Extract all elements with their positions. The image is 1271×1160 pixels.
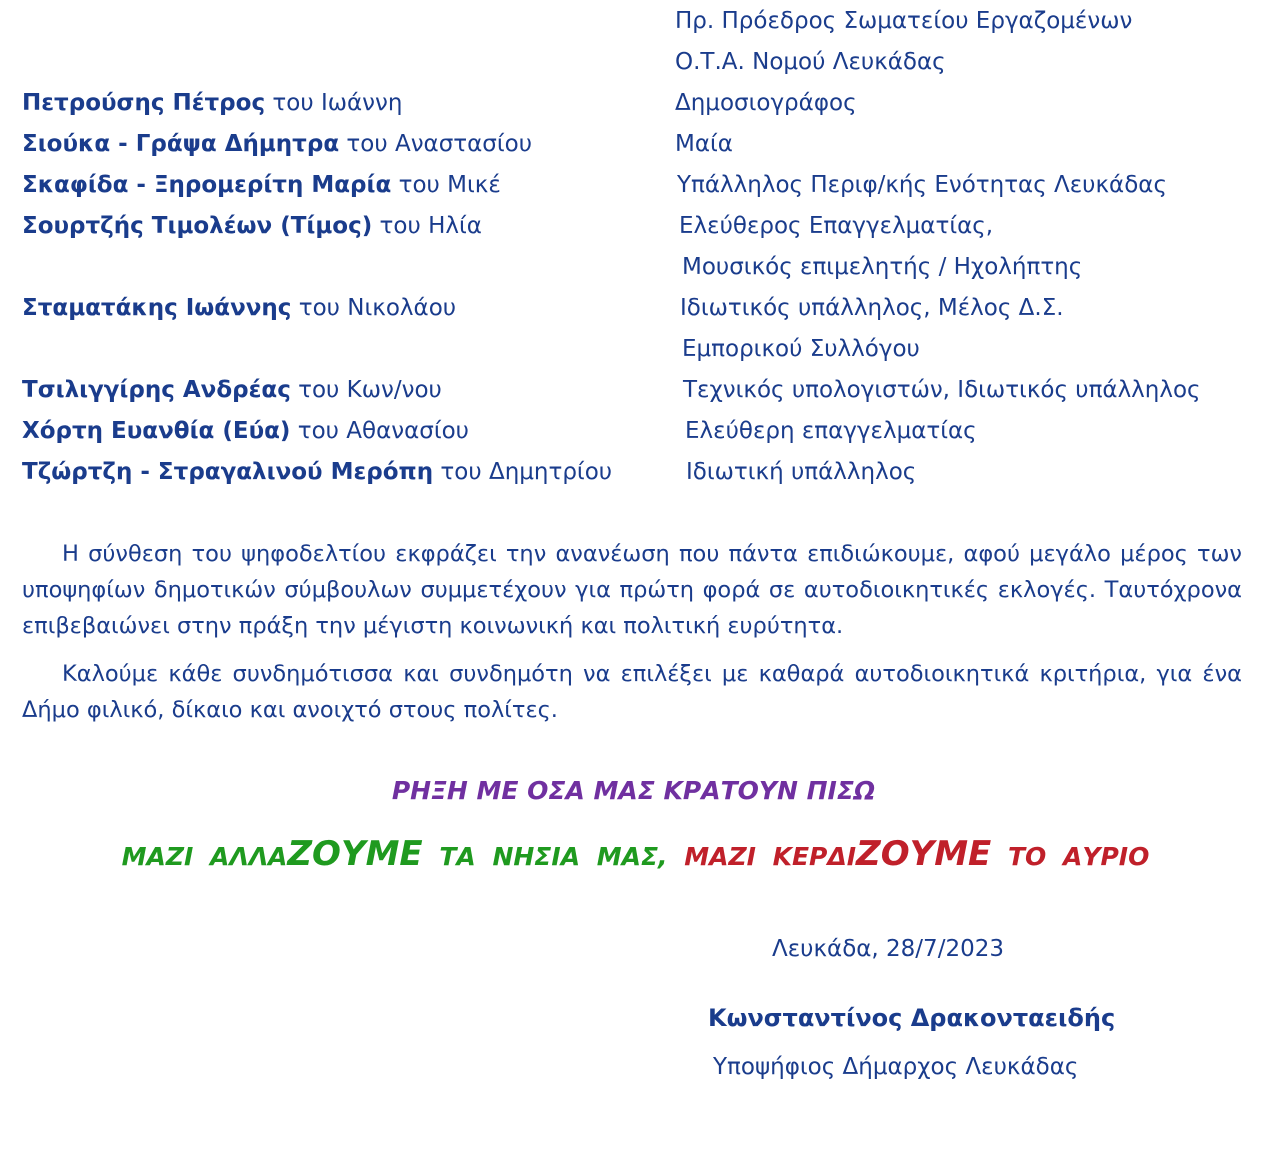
candidate-row: [22, 375, 442, 405]
candidate-father: του Δημητρίου: [433, 459, 613, 485]
slogan-emphasis: ΖΟΥΜΕ: [287, 834, 423, 874]
occupation-line: Δημοσιογράφος: [675, 90, 857, 116]
candidate-name: Τζώρτζη - Στραγαλινού Μερόπη: [22, 459, 434, 485]
candidate-name: Τσιλιγγίρης Ανδρέας: [22, 377, 291, 403]
body-paragraph: [22, 656, 1242, 728]
candidate-father: του Αναστασίου: [339, 131, 533, 157]
candidate-father: του Νικολάου: [291, 295, 457, 321]
slogan-emphasis: ΖΟΥΜΕ: [856, 834, 992, 874]
signatory-name: Κωνσταντίνος Δρακονταειδής: [708, 1004, 1116, 1032]
slogan-part: ΜΑΖΙ ΚΕΡΔΙ: [667, 842, 857, 871]
occupation-line: Εμπορικού Συλλόγου: [682, 336, 920, 362]
candidate-name: Πετρούσης Πέτρος: [22, 90, 266, 116]
paragraph-text: Η σύνθεση του ψηφοδελτίου εκφράζει την ανανέωση που πάντα επιδιώκουμε, αφού μεγάλο μέρος των υποψηφίων δημοτικών σύμβουλων συμμετέχουν για πρώτη φορά σε αυτοδιοικητικές εκλογές. Ταυτόχρονα επιβεβαιώνει στην πράξη την μέγιστη κοινωνική και πολιτική ευρύτητα.: [22, 541, 1242, 639]
slogan-secondary: [0, 834, 1271, 874]
document-date: Λευκάδα, 28/7/2023: [772, 936, 1004, 962]
occupation-line: Μουσικός επιμελητής / Ηχολήπτης: [682, 254, 1083, 280]
slogan-primary: ΡΗΞΗ ΜΕ ΟΣΑ ΜΑΣ ΚΡΑΤΟΥΝ ΠΙΣΩ: [391, 776, 876, 805]
occupation-line: Πρ. Πρόεδρος Σωματείου Εργαζομένων: [675, 8, 1133, 34]
occupation-line: Τεχνικός υπολογιστών, Ιδιωτικός υπάλληλος: [683, 377, 1201, 403]
candidate-name: Χόρτη Ευανθία (Εύα): [22, 418, 291, 444]
paragraph-text: Καλούμε κάθε συνδημότισσα και συνδημότη να επιλέξει με καθαρά αυτοδιοικητικά κριτήρια, για ένα Δήμο φιλικό, δίκαιο και ανοιχτό στους πολίτες.: [22, 661, 1242, 723]
candidate-name: Σουρτζής Τιμολέων (Τίμος): [22, 213, 373, 239]
body-paragraph: [22, 536, 1242, 644]
occupation-line: Ελεύθερος Επαγγελματίας,: [679, 213, 994, 239]
occupation-line: Ιδιωτική υπάλληλος: [686, 459, 917, 485]
candidate-row: [22, 129, 532, 159]
candidate-father: του Κων/νου: [290, 377, 442, 403]
occupation-line: Ο.Τ.Α. Νομού Λευκάδας: [675, 49, 946, 75]
candidate-name: Σταματάκης Ιωάννης: [22, 295, 292, 321]
candidate-father: του Ιωάννη: [265, 90, 403, 116]
candidate-row: [22, 293, 456, 323]
candidate-row: [22, 88, 402, 118]
signatory-role: Υποψήφιος Δήμαρχος Λευκάδας: [713, 1054, 1079, 1080]
candidate-father: του Ηλία: [372, 213, 482, 239]
occupation-line: Μαία: [675, 131, 733, 157]
slogan-part: ΤΟ ΑΥΡΙΟ: [991, 842, 1150, 871]
candidate-row: [22, 170, 501, 200]
candidate-row: [22, 211, 482, 241]
occupation-line: Ελεύθερη επαγγελματίας: [685, 418, 977, 444]
occupation-line: Ιδιωτικός υπάλληλος, Μέλος Δ.Σ.: [680, 295, 1064, 321]
candidate-row: [22, 457, 612, 487]
candidate-row: [22, 416, 469, 446]
candidate-name: Σιούκα - Γράψα Δήμητρα: [22, 131, 340, 157]
candidate-name: Σκαφίδα - Ξηρομερίτη Μαρία: [22, 172, 392, 198]
slogan-part: ΤΑ ΝΗΣΙΑ ΜΑΣ,: [422, 842, 668, 871]
occupation-line: Υπάλληλος Περιφ/κής Ενότητας Λευκάδας: [677, 172, 1167, 198]
candidate-father: του Αθανασίου: [290, 418, 469, 444]
candidate-father: του Μικέ: [391, 172, 501, 198]
slogan-part: ΜΑΖΙ ΑΛΛΑ: [121, 842, 288, 871]
